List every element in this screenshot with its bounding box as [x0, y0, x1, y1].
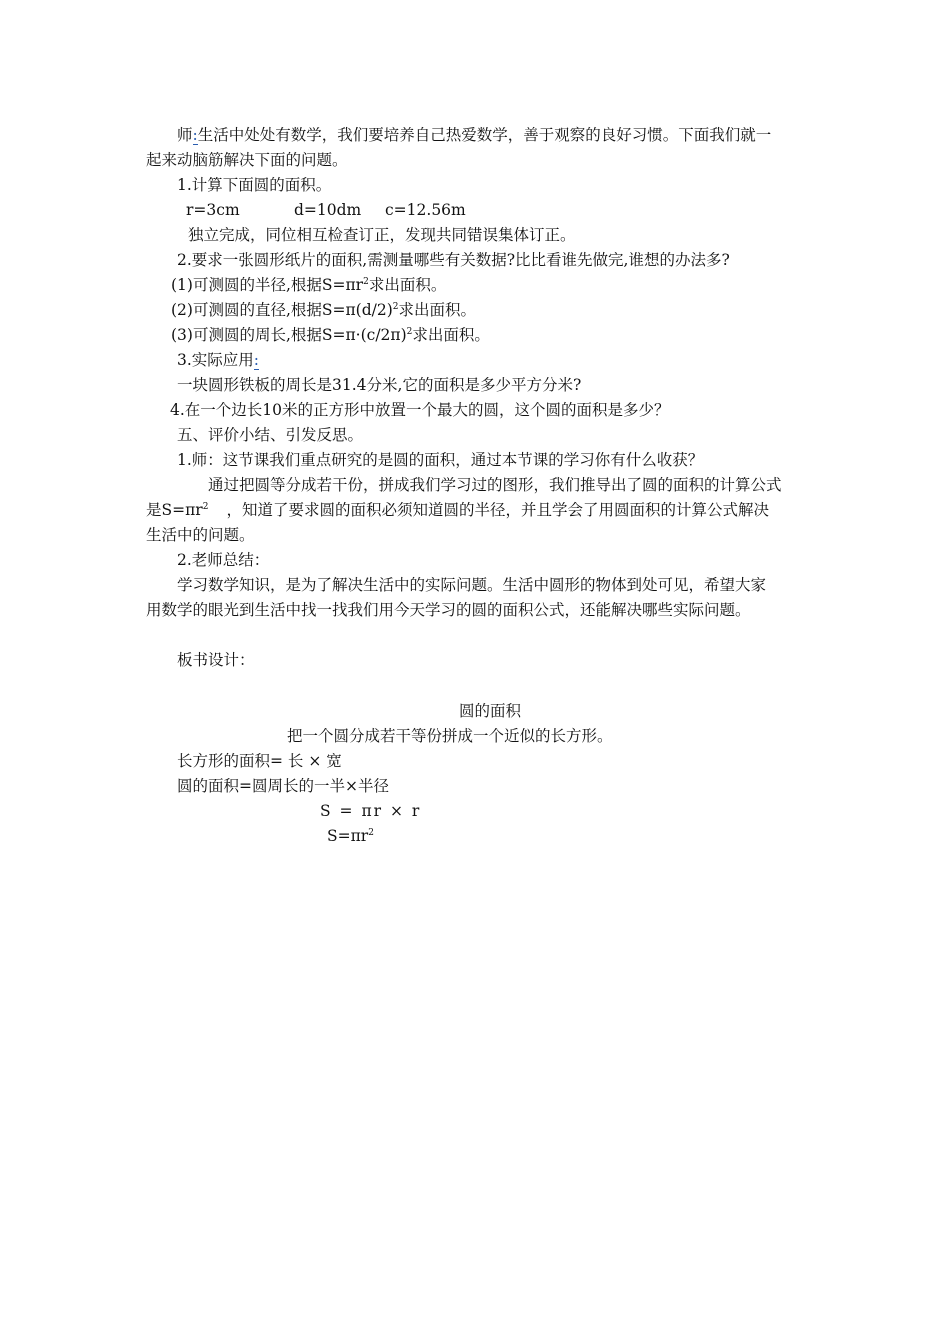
- q2-title: 2.要求一张圆形纸片的面积,需测量哪些有关数据?比比看谁先做完,谁想的办法多?: [177, 251, 730, 269]
- summary-paragraph-2-line-1: 学习数学知识，是为了解决生活中的实际问题。生活中圆形的物体到处可见，希望大家: [177, 576, 767, 594]
- intro-line-2: 起来动脑筋解决下面的问题。: [146, 151, 348, 169]
- board-circle-area: 圆的面积=圆周长的一半×半径: [177, 777, 389, 795]
- summary-item-2: 2.老师总结：: [177, 551, 270, 569]
- board-subtitle: 把一个圆分成若干等份拼成一个近似的长方形。: [287, 727, 613, 745]
- q1-radius: r=3cm: [186, 201, 240, 219]
- board-formula-1: S = πr × r: [320, 802, 422, 820]
- q4-title: 4.在一个边长10米的正方形中放置一个最大的圆，这个圆的面积是多少？: [170, 401, 670, 419]
- board-heading: 板书设计：: [177, 651, 255, 669]
- intro-line-1: [177, 124, 771, 148]
- summary-paragraph-1-line-1: 通过把圆等分成若干份，拼成我们学习过的图形，我们推导出了圆的面积的计算公式: [208, 476, 782, 494]
- q2-method-1: (1)可测圆的半径,根据$S=\pi r^2$求出面积。: [171, 276, 447, 294]
- q1-circumference: c=12.56m: [385, 201, 466, 219]
- q2-method-3: (3)可测圆的周长,根据$S=\pi\cdot(c/2\pi)^2$求出面积。: [171, 326, 490, 344]
- q2-method-2: (2)可测圆的直径,根据$S=\pi(d/2)^2$求出面积。: [171, 301, 477, 319]
- summary-paragraph-1-line-3: 生活中的问题。: [146, 526, 255, 544]
- board-title: 圆的面积: [459, 702, 522, 720]
- intro-speaker: 师: [177, 126, 193, 144]
- board-rectangle-area: 长方形的面积= 长 × 宽: [177, 752, 342, 770]
- summary-heading: 五、评价小结、引发反思。: [177, 426, 364, 444]
- q3-problem: 一块圆形铁板的周长是31.4分米,它的面积是多少平方分米?: [177, 376, 582, 394]
- board-formula-2: $S=\pi r^2$: [327, 827, 374, 845]
- summary-item-1: 1.师：这节课我们重点研究的是圆的面积，通过本节课的学习你有什么收获？: [177, 451, 704, 469]
- summary-paragraph-1-line-2: 是$S=\pi r^2$ ，知道了要求圆的面积必须知道圆的半径，并且学会了用圆面积的计算公式解决: [146, 501, 769, 519]
- q1-diameter: d=10dm: [294, 201, 362, 219]
- intro-text: 生活中处处有数学，我们要培养自己热爱数学，善于观察的良好习惯。下面我们就一: [197, 126, 772, 144]
- summary-paragraph-2-line-2: 用数学的眼光到生活中找一找我们用今天学习的圆的面积公式，还能解决哪些实际问题。: [146, 601, 751, 619]
- q1-title: 1.计算下面圆的面积。: [177, 176, 332, 194]
- q3-mark: :: [253, 351, 260, 369]
- q3-title: 3.实际应用:: [177, 351, 260, 369]
- q1-note: 独立完成，同位相互检查订正，发现共同错误集体订正。: [188, 226, 576, 244]
- intro-mark: :: [192, 126, 198, 144]
